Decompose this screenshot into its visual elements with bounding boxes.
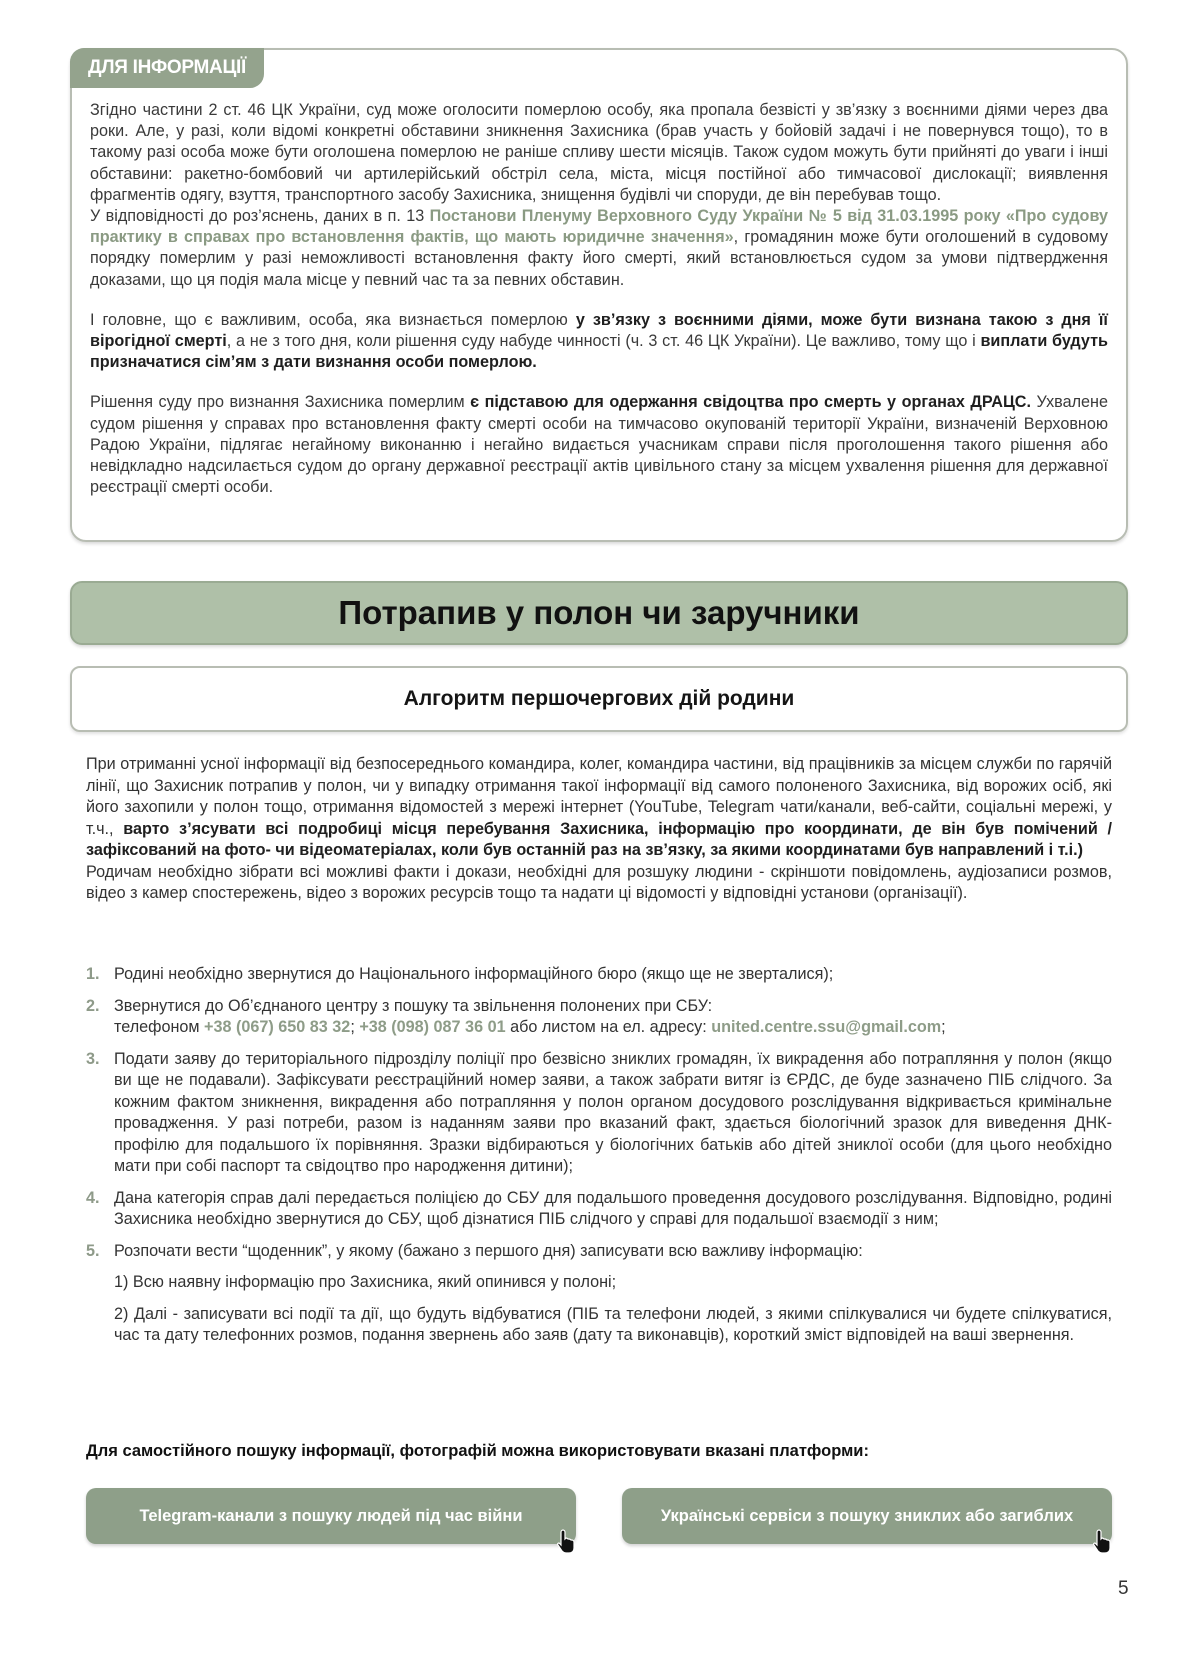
telegram-channels-button[interactable] — [86, 1488, 576, 1544]
sub-item: 1) Всю наявну інформацію про Захисника, який опинився у полоні; — [114, 1273, 617, 1291]
info-body — [90, 100, 1108, 498]
hand-pointer-icon — [556, 1528, 580, 1554]
info-box — [70, 48, 1128, 542]
intro-paragraph-1 — [86, 754, 1112, 862]
email-link[interactable]: united.centre.ssu@gmail.com — [711, 1018, 942, 1036]
text: При отриманні усної інформації від безпосереднього командира, колег, командира частини, від працівників за місцем служби по гарячій лінії, що Захисник потрапив у полон, чи у випадку отримання такої інформації від самого полоненого Захисника, від ворожих осіб, які його захопили у полон тощо, отримання відомостей з мережі інтернет (YouTube, Telegram чати/канали, веб-сайти, соціальні мережі, у т.ч., — [86, 755, 1112, 838]
sub-item: 2) Далі - записувати всі події та дії, що будуть відбуватися (ПІБ та телефони людей, з якими спілкувалися чи будете спілкуватися, час та дату телефонних розмов, подання звернень або заяв (дату та виконавців), короткий зміст відповідей на ваші звернення. — [114, 1304, 1112, 1344]
steps-list — [86, 964, 1112, 1357]
bold-text: є підставою для одержання свідоцтва про смерть у органах ДРАЦС. — [470, 393, 1031, 412]
text: або листом на ел. адресу: — [505, 1018, 712, 1036]
text: , а не з того дня, коли рішення суду набуде чинності (ч. 3 ст. 46 ЦК України). Це важливо, тому що і — [226, 332, 981, 351]
text: Рішення суду про визнання Захисника померлим — [90, 393, 471, 412]
platforms-label: Для самостійного пошуку інформації, фотографій можна використовувати вказані платформи: — [86, 1442, 869, 1460]
step-text: Дана категорія справ далі передається поліцією до СБУ для подальшого проведення досудового розслідування. Відповідно, родині Захисника необхідно звернутися до СБУ, щоб дізнатися ПІБ слідчого у справі для подальшої взаємодії з ним; — [114, 1188, 1112, 1228]
hand-pointer-icon — [1092, 1528, 1116, 1554]
text: ; — [350, 1018, 360, 1036]
phone-link-1[interactable]: +38 (067) 650 83 32 — [204, 1018, 351, 1036]
resolution-link[interactable]: Постанови Пленуму Верховного Суду України № 5 від 31.03.1995 року «Про судову практику в справах про встановлення фактів, що мають юридичне значення» — [90, 207, 1108, 247]
intro-paragraph-2: Родичам необхідно зібрати всі можливі факти і докази, необхідні для розшуку людини - скріншоти повідомлень, аудіозаписи розмов, відео з камер спостережень, відео з ворожих ресурсів тощо та надати ці відомості у відповідні установи (організації). — [86, 862, 1112, 902]
step-number: 4. — [86, 1188, 100, 1207]
step-item — [86, 1188, 1112, 1231]
step-item — [86, 964, 1112, 986]
page-number: 5 — [1118, 1578, 1129, 1599]
info-paragraph-3 — [90, 310, 1108, 374]
info-paragraph-2 — [90, 206, 1108, 291]
step-number: 5. — [86, 1241, 100, 1260]
step-text: Родині необхідно звернутися до Національного інформаційного бюро (якщо ще не зверталися); — [114, 965, 834, 983]
intro-text — [86, 754, 1112, 905]
step-item — [86, 1049, 1112, 1178]
text: телефоном — [114, 1018, 205, 1036]
step-number: 2. — [86, 996, 100, 1015]
button-label: Українські сервіси з пошуку зниклих або загиблих — [660, 1506, 1074, 1525]
step-text: Розпочати вести “щоденник”, у якому (бажано з першого дня) записувати всю важливу інформацію: — [114, 1241, 863, 1260]
text: Ухвалене судом рішення у справах про встановлення факту смерті особи на тимчасово окупованій території України, визначеній Верховною Радою України, підлягає негайному виконанню і негайно видається учасникам справи після проголошення такого рішення або невідкладно надсилається судом до органу державної реєстрації актів цивільного стану за місцем ухвалення рішення для державної реєстрації смерті особи. — [90, 393, 1108, 497]
text: , громадянин може бути оголошений в судовому порядку померлим у разі неможливості встановлення факту його смерті, який встановлюється судом за умови підтвердження доказами, що ця подія мала місце у певний час та за певних обставин. — [90, 228, 1108, 289]
text: У відповідності до роз’яснень, даних в п. 13 — [90, 207, 430, 226]
section-title: Потрапив у полон чи заручники — [70, 581, 1128, 645]
bold-text: варто з’ясувати всі подробиці місця перебування Захисника, інформацію про координати, де він був помічений /зафіксований на фото- чи відеоматеріалах, коли був останній раз на зв’язку, за якими координатами був направлений і т.і.) — [86, 819, 1113, 859]
text: І головне, що є важливим, особа, яка визнається померлою — [90, 310, 576, 329]
step-number: 3. — [86, 1049, 100, 1068]
step-text: Подати заяву до територіального підрозділу поліції про безвісно зниклих громадян, їх викрадення або потрапляння у полон (якщо ви ще не подавали). Зафіксувати реєстраційний номер заяви, а також забрати витяг із ЄРДС, де буде зазначено ПІБ слідчого. За кожним фактом зникнення, викрадення або потрапляння у полон органом досудового розслідування відкривається кримінальне провадження. У разі потреби, разом із наданням заяви про вказаний факт, здається біологічний зразок для виведення ДНК-профілю для подальшого їх порівняння. Зразки відбираються у біологічних батьків або дітей зниклої особи (для цього необхідно мати при собі паспорт та свідоцтво про народження дитини); — [114, 1049, 1112, 1175]
phone-link-2[interactable]: +38 (098) 087 36 01 — [359, 1018, 506, 1036]
info-paragraph-4 — [90, 392, 1108, 498]
bold-text: виплати будуть призначатися сім’ям з дати визнання особи померлою. — [90, 332, 1108, 372]
section-subtitle: Алгоритм першочергових дій родини — [70, 666, 1128, 732]
info-paragraph-1: Згідно частини 2 ст. 46 ЦК України, суд може оголосити померлою особу, яка пропала безвісті у зв’язку з воєнними діями через два роки. Але, у разі, коли відомі конкретні обставини зникнення Захисника (брав участь у бойовій задачі і не повернувся тощо), то в такому разі особа може бути оголошена померлою не раніше спливу шести місяців. Також судом можуть бути прийняті до уваги і інші обставини: ракетно-бомбовий чи артилерійський обстріл села, міста, місця постійної або тимчасової дислокації; виявлення фрагментів одягу, взуття, транспортного засобу Захисника, знищення будівлі чи споруди, де він перебував тощо. — [90, 101, 1108, 204]
ukrainian-services-button[interactable] — [622, 1488, 1112, 1544]
step-number: 1. — [86, 965, 100, 983]
step-text: Звернутися до Об’єднаного центру з пошуку та звільнення полонених при СБУ: — [114, 996, 713, 1015]
text: ; — [941, 1018, 946, 1036]
info-tab-label: ДЛЯ ІНФОРМАЦІЇ — [70, 48, 264, 88]
button-label: Telegram-канали з пошуку людей під час війни — [139, 1506, 523, 1525]
step-item — [86, 996, 1112, 1039]
bold-text: у зв’язку з воєнними діями, може бути визнана такою з дня її вірогідної смерті — [90, 310, 1108, 351]
step-item — [86, 1241, 1112, 1347]
